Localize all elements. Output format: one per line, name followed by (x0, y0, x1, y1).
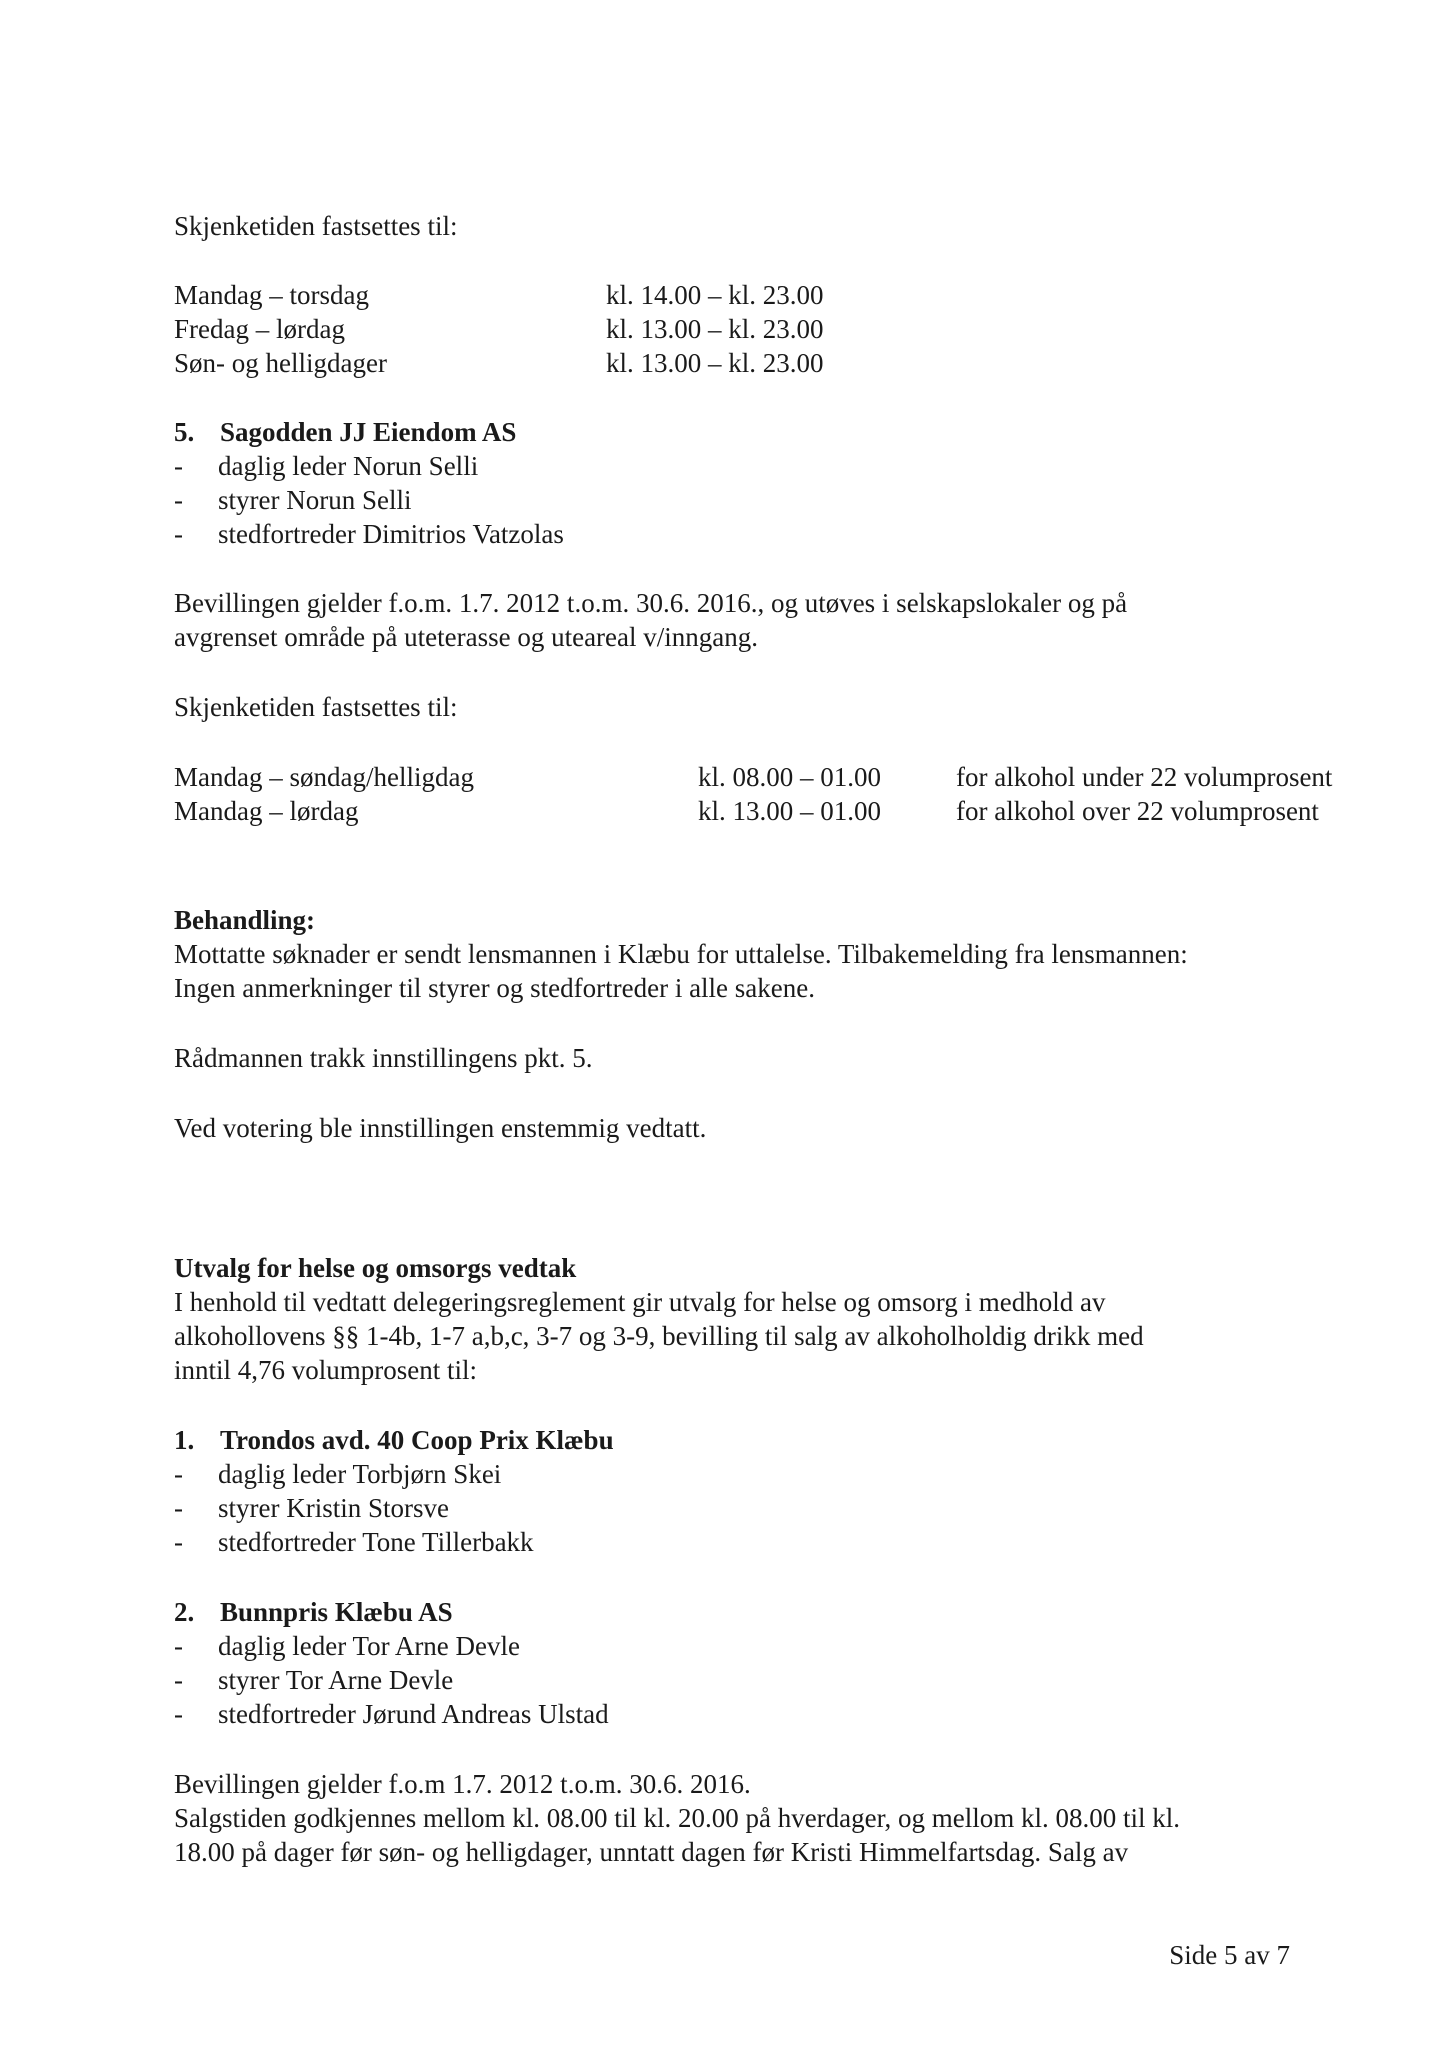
hours-note: for alkohol over 22 volumprosent (956, 796, 1319, 826)
final-line: Bevillingen gjelder f.o.m 1.7. 2012 t.o.m. 30.6. 2016. (174, 1769, 751, 1799)
utvalg-heading: Utvalg for helse og omsorgs vedtak (174, 1253, 577, 1283)
dash-marker: - (174, 519, 183, 549)
item-name: Sagodden JJ Eiendom AS (220, 417, 517, 447)
page-number: Side 5 av 7 (1169, 1940, 1290, 1970)
hours-intro: Skjenketiden fastsettes til: (174, 692, 458, 722)
behandling-line: Ingen anmerkninger til styrer og stedfortreder i alle sakene. (174, 973, 815, 1003)
validity-line: Bevillingen gjelder f.o.m. 1.7. 2012 t.o.m. 30.6. 2016., og utøves i selskapslokaler og på (174, 588, 1128, 618)
dash-marker: - (174, 1699, 183, 1729)
dash-marker: - (174, 1631, 183, 1661)
item-name: Bunnpris Klæbu AS (220, 1597, 453, 1627)
dash-marker: - (174, 1459, 183, 1489)
person-text: daglig leder Tor Arne Devle (218, 1631, 521, 1661)
person-text: daglig leder Torbjørn Skei (218, 1459, 502, 1489)
person-line (174, 449, 478, 483)
hours-row (174, 312, 824, 346)
dash-marker: - (174, 1665, 183, 1695)
person-text: stedfortreder Tone Tillerbakk (218, 1527, 534, 1557)
utvalg-line: inntil 4,76 volumprosent til: (174, 1355, 477, 1385)
hours-row (174, 346, 824, 380)
hours-row (174, 760, 1333, 794)
hours-time: kl. 08.00 – 01.00 (698, 762, 882, 792)
person-line (174, 1525, 534, 1559)
person-text: styrer Norun Selli (218, 485, 412, 515)
hours-time: kl. 13.00 – kl. 23.00 (606, 348, 824, 378)
final-line: 18.00 på dager før søn- og helligdager, unntatt dagen før Kristi Himmelfartsdag. Salg av (174, 1837, 1129, 1867)
item-number: 5. (174, 417, 195, 447)
hours-days: Fredag – lørdag (174, 314, 345, 344)
person-text: styrer Tor Arne Devle (218, 1665, 454, 1695)
hours-time: kl. 13.00 – 01.00 (698, 796, 882, 826)
validity-line: avgrenset område på uteterasse og uteareal v/inngang. (174, 622, 759, 652)
person-text: stedfortreder Dimitrios Vatzolas (218, 519, 564, 549)
behandling-line: Mottatte søknader er sendt lensmannen i Klæbu for uttalelse. Tilbakemelding fra lensmannen: (174, 939, 1188, 969)
person-line (174, 1457, 501, 1491)
person-text: styrer Kristin Storsve (218, 1493, 449, 1523)
hours-note: for alkohol under 22 volumprosent (956, 762, 1333, 792)
person-text: daglig leder Norun Selli (218, 451, 479, 481)
utvalg-line: alkohollovens §§ 1-4b, 1-7 a,b,c, 3-7 og 3-9, bevilling til salg av alkoholholdig drikk med (174, 1321, 1144, 1351)
utvalg-line: I henhold til vedtatt delegeringsreglement gir utvalg for helse og omsorg i medhold av (174, 1287, 1106, 1317)
final-line: Salgstiden godkjennes mellom kl. 08.00 til kl. 20.00 på hverdager, og mellom kl. 08.00 til kl. (174, 1803, 1181, 1833)
person-line (174, 1491, 449, 1525)
person-line (174, 1629, 520, 1663)
dash-marker: - (174, 451, 183, 481)
votering-line: Ved votering ble innstillingen enstemmig vedtatt. (174, 1113, 707, 1143)
dash-marker: - (174, 1527, 183, 1557)
hours-time: kl. 14.00 – kl. 23.00 (606, 280, 824, 310)
hours-days: Søn- og helligdager (174, 348, 387, 378)
behandling-heading: Behandling: (174, 905, 316, 935)
item-heading (174, 415, 516, 449)
person-text: stedfortreder Jørund Andreas Ulstad (218, 1699, 609, 1729)
hours-days: Mandag – søndag/helligdag (174, 762, 474, 792)
item-number: 1. (174, 1425, 195, 1455)
dash-marker: - (174, 1493, 183, 1523)
item-heading (174, 1423, 614, 1457)
hours-time: kl. 13.00 – kl. 23.00 (606, 314, 824, 344)
person-line (174, 1663, 453, 1697)
hours-row (174, 278, 824, 312)
item-name: Trondos avd. 40 Coop Prix Klæbu (220, 1425, 614, 1455)
hours-intro: Skjenketiden fastsettes til: (174, 211, 458, 241)
item-number: 2. (174, 1597, 195, 1627)
person-line (174, 517, 564, 551)
person-line (174, 1697, 609, 1731)
dash-marker: - (174, 485, 183, 515)
radmann-line: Rådmannen trakk innstillingens pkt. 5. (174, 1043, 593, 1073)
hours-days: Mandag – torsdag (174, 280, 369, 310)
item-heading (174, 1595, 453, 1629)
person-line (174, 483, 411, 517)
hours-days: Mandag – lørdag (174, 796, 359, 826)
hours-row (174, 794, 1319, 828)
